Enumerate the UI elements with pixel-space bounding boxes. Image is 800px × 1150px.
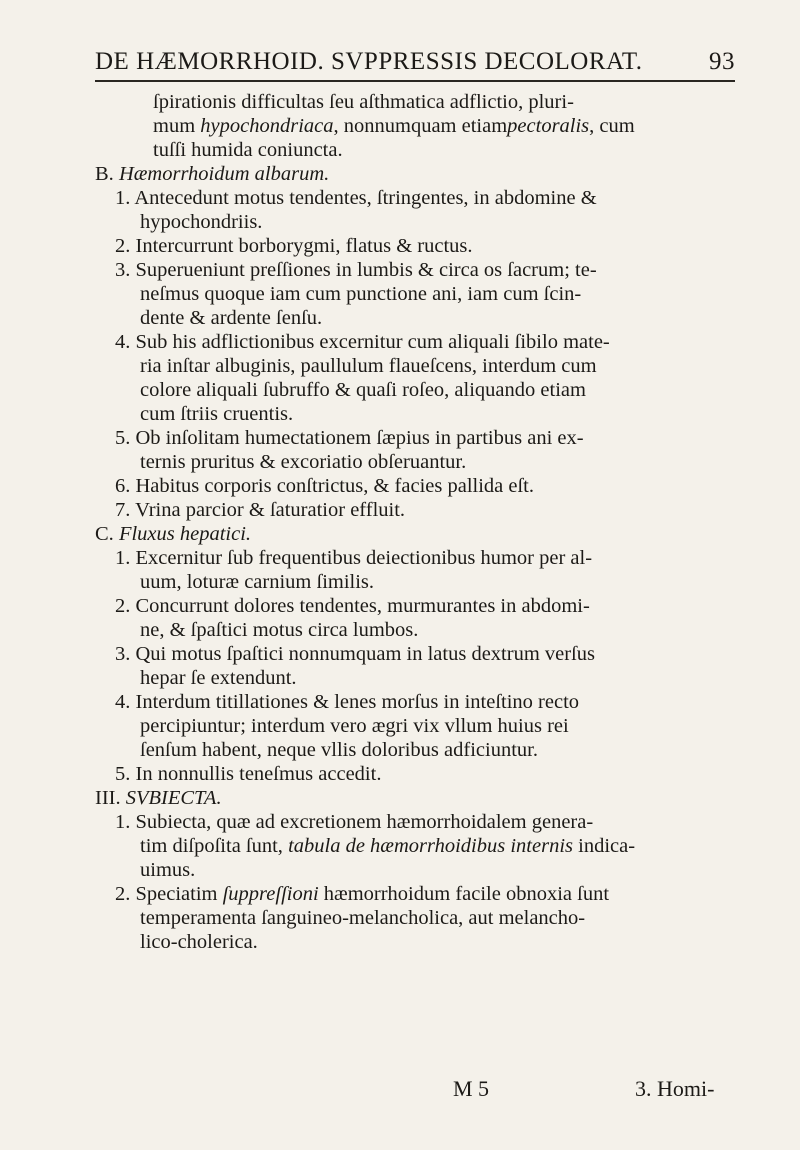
text-span: 2. Speciatim <box>115 883 223 905</box>
text-line: 3. Qui motus ſpaſtici nonnumquam in latus dextrum verſus <box>115 643 595 665</box>
italic-span: ſuppreſſioni <box>222 883 319 905</box>
text-line: 1. Antecedunt motus tendentes, ſtringentes, in abdomine & <box>115 187 597 209</box>
text-line <box>95 162 735 186</box>
text-line: ria inſtar albuginis, paullulum flaueſcens, interdum cum <box>140 355 597 377</box>
text-line: ternis pruritus & excoriatio obſeruantur. <box>140 451 467 473</box>
signature-mark: M 5 <box>453 1076 490 1101</box>
text-span: tim diſpoſita ſunt, <box>140 835 289 857</box>
text-line <box>95 114 735 138</box>
text-line: 4. Sub his adflictionibus excernitur cum aliquali ſibilo mate- <box>115 331 610 353</box>
text-line: tuſſi humida coniuncta. <box>153 139 343 161</box>
catchword: 3. Homi- <box>635 1076 715 1101</box>
text-line <box>95 882 735 906</box>
page-body <box>95 90 735 954</box>
text-line: neſmus quoque iam cum punctione ani, iam cum ſcin- <box>140 283 582 305</box>
text-line: 4. Interdum titillationes & lenes morſus in inteſtino recto <box>115 691 580 713</box>
text-span: III. <box>95 787 126 809</box>
italic-span: SVBIECTA. <box>125 787 222 809</box>
text-line: hepar ſe extendunt. <box>140 667 297 689</box>
text-line <box>95 834 735 858</box>
italic-span: hypochondriaca <box>200 115 334 137</box>
text-line: ſenſum habent, neque vllis doloribus adficiuntur. <box>140 739 538 761</box>
text-line: temperamenta ſanguineo-melancholica, aut melancho- <box>140 907 586 929</box>
text-line: dente & ardente ſenſu. <box>140 307 323 329</box>
text-line: 2. Intercurrunt borborygmi, flatus & ructus. <box>115 235 473 257</box>
text-span: B. <box>95 163 119 185</box>
text-line: uum, loturæ carnium ſimilis. <box>140 571 375 593</box>
text-line: lico-cholerica. <box>140 931 258 953</box>
text-line: 1. Excernitur ſub frequentibus deiectionibus humor per al- <box>115 547 593 569</box>
text-line: 3. Superueniunt preſſiones in lumbis & circa os ſacrum; te- <box>115 259 597 281</box>
text-line: colore aliquali ſubruffo & quaſi roſeo, aliquando etiam <box>140 379 586 401</box>
text-line <box>95 810 735 834</box>
text-line: 2. Concurrunt dolores tendentes, murmurantes in abdomi- <box>115 595 590 617</box>
running-title: DE HÆMORRHOID. SVPPRESSIS DECOLORAT. <box>95 48 643 75</box>
header-rule <box>95 80 735 82</box>
running-head <box>95 48 735 76</box>
text-span: , cum <box>589 115 635 137</box>
text-span: mum <box>153 115 201 137</box>
text-line: 5. Ob inſolitam humectationem ſæpius in partibus ani ex- <box>115 427 584 449</box>
text-span: indica- <box>573 835 636 857</box>
italic-span: pectoralis <box>507 115 590 137</box>
text-span: 1. Subiecta, quæ ad excretionem hæmorrhoidalem genera- <box>115 811 594 833</box>
text-line: 5. In nonnullis teneſmus accedit. <box>115 763 382 785</box>
text-span: , nonnumquam etiam <box>333 115 508 137</box>
text-line: 6. Habitus corporis conſtrictus, & facies pallida eſt. <box>115 475 534 497</box>
text-line: hypochondriis. <box>140 211 263 233</box>
text-line: cum ſtriis cruentis. <box>140 403 294 425</box>
page-number: 93 <box>709 48 735 75</box>
text-line: 7. Vrina parcior & ſaturatior effluit. <box>115 499 406 521</box>
italic-span: Hæmorrhoidum albarum. <box>118 163 330 185</box>
text-line <box>95 786 735 810</box>
text-line: percipiuntur; interdum vero ægri vix vllum huius rei <box>140 715 569 737</box>
text-line: ne, & ſpaſtici motus circa lumbos. <box>140 619 419 641</box>
page-footer <box>95 1076 735 1104</box>
italic-span: Fluxus hepatici. <box>118 523 252 545</box>
text-span: C. <box>95 523 119 545</box>
text-line: uimus. <box>140 859 196 881</box>
italic-span: tabula de hæmorrhoidibus internis <box>288 835 574 857</box>
text-line <box>95 522 735 546</box>
text-span: hæmorrhoidum facile obnoxia ſunt <box>318 883 610 905</box>
text-line: ſpirationis difficultas ſeu aſthmatica adflictio, pluri- <box>153 91 574 113</box>
